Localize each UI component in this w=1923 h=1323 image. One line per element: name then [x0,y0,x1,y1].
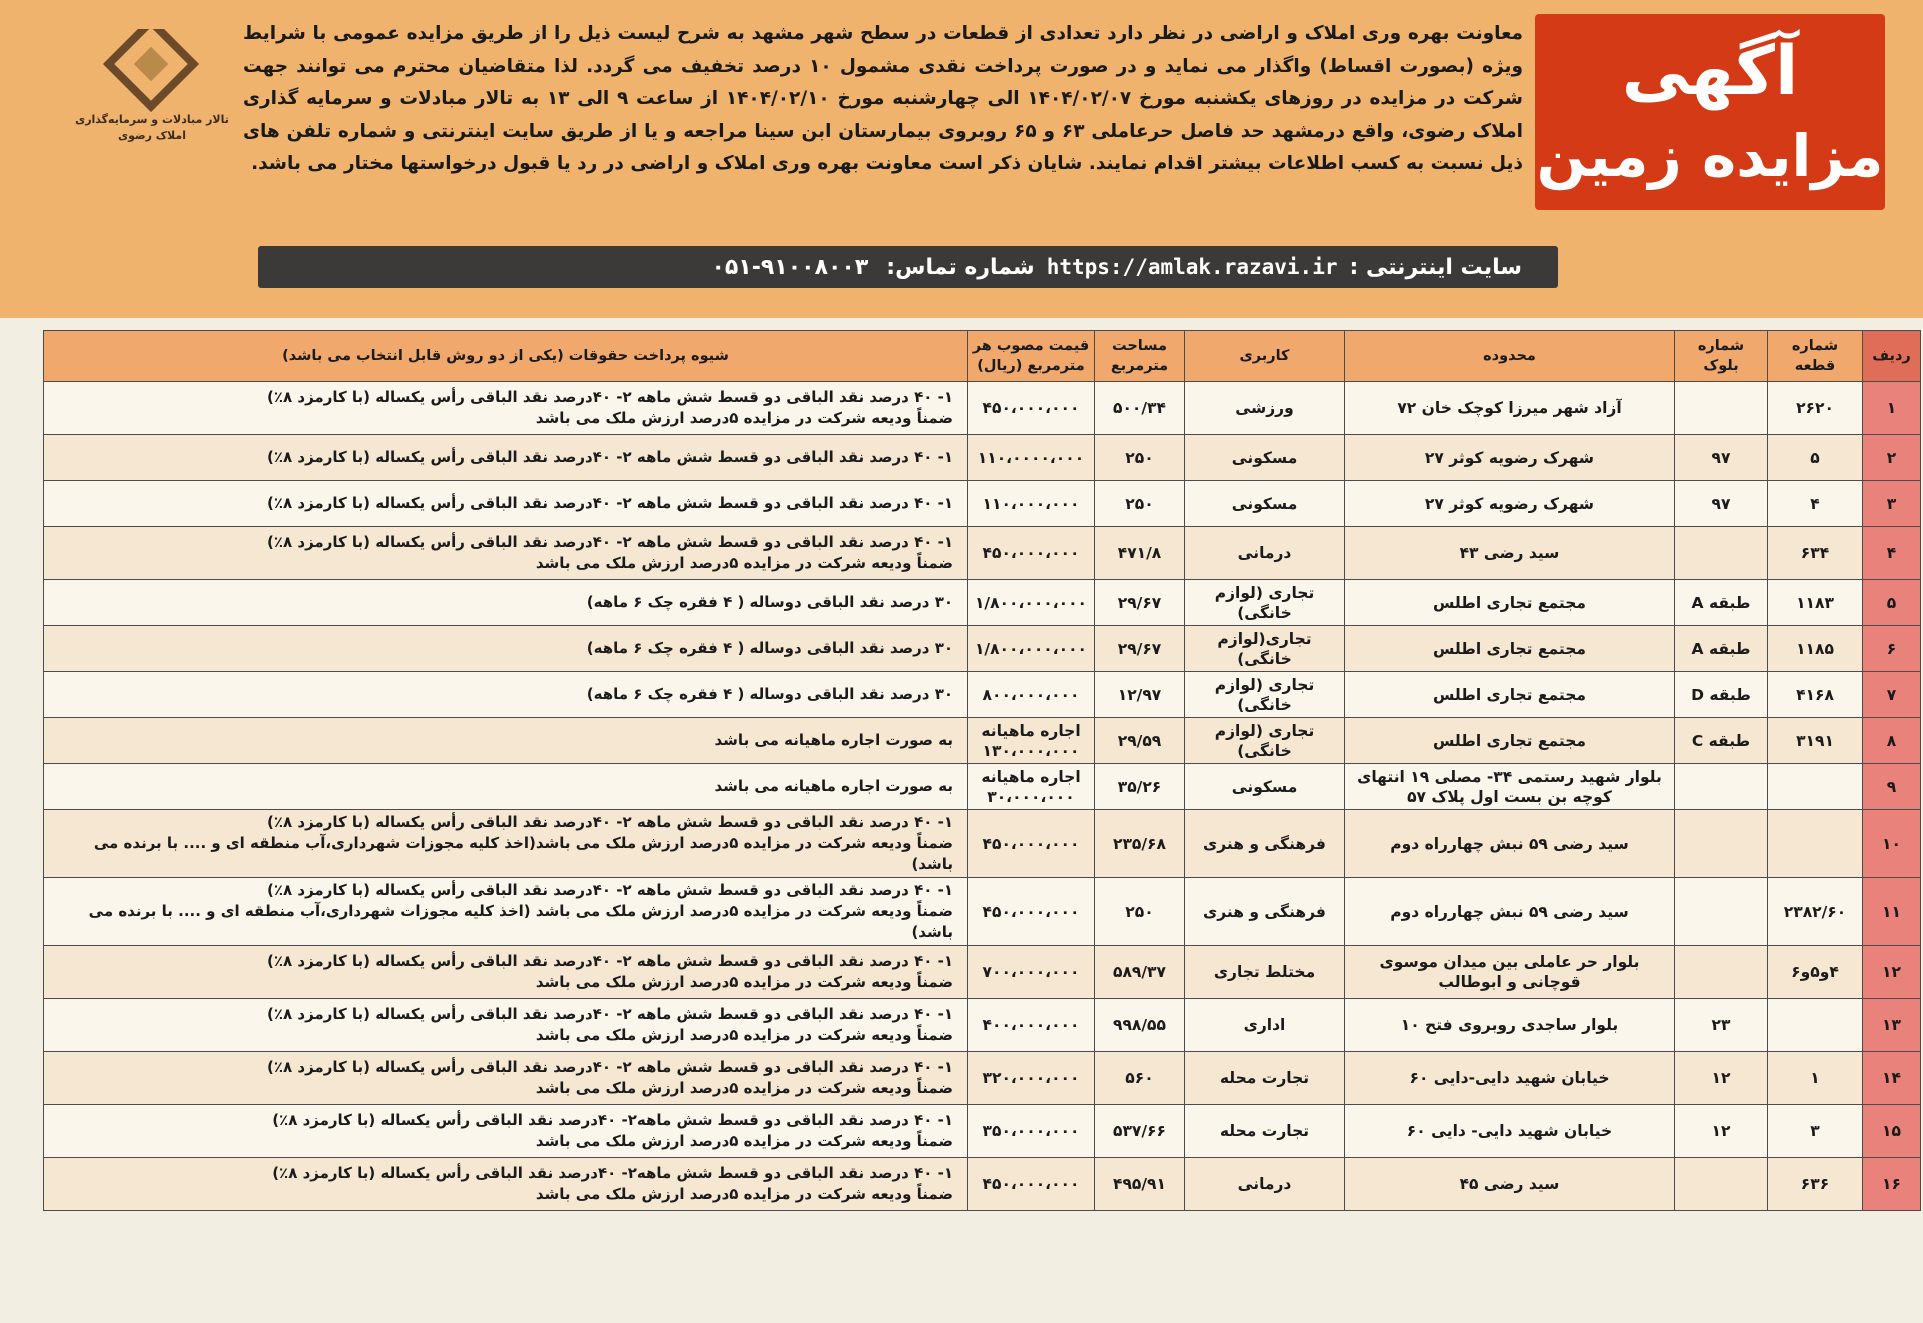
payment-line-2: ضمناً ودیعه شرکت در مزایده ۵درصد ارزش ملک می باشد [535,1185,953,1203]
col-header-parcel: شماره قطعه [1768,331,1863,382]
cell-usage: تجارت محله [1185,1105,1345,1158]
cell-price: اجاره ماهیانه ۱۳۰،۰۰۰،۰۰۰ [968,718,1095,764]
cell-row: ۸ [1863,718,1921,764]
cell-parcel: ۴ [1768,481,1863,527]
table-row [44,672,1921,718]
cell-parcel: ۳۱۹۱ [1768,718,1863,764]
cell-size: ۲۳۵/۶۸ [1095,810,1185,878]
cell-size: ۲۵۰ [1095,481,1185,527]
cell-size: ۵۶۰ [1095,1052,1185,1105]
cell-price: ۳۲۰،۰۰۰،۰۰۰ [968,1052,1095,1105]
payment-line-1: ۳۰ درصد نقد الباقی دوساله ( ۴ فقره چک ۶ ماهه) [586,593,953,611]
col-header-usage: کاربری [1185,331,1345,382]
cell-payment [44,626,968,672]
cell-usage: اداری [1185,999,1345,1052]
cell-area: مجتمع تجاری اطلس [1345,672,1675,718]
cell-size: ۲۵۰ [1095,878,1185,946]
payment-line-1: ۱- ۴۰ درصد نقد الباقی دو قسط شش ماهه ۲- ۴۰درصد نقد الباقی رأس یکساله (با کارمزد ۸٪) [266,1005,953,1023]
table-row [44,718,1921,764]
cell-area: مجتمع تجاری اطلس [1345,718,1675,764]
cell-price: ۴۰۰،۰۰۰،۰۰۰ [968,999,1095,1052]
cell-parcel: ۴و۵و۶ [1768,946,1863,999]
cell-row: ۷ [1863,672,1921,718]
cell-row: ۱ [1863,382,1921,435]
cell-payment [44,1052,968,1105]
cell-parcel: ۱ [1768,1052,1863,1105]
cell-payment [44,382,968,435]
cell-area: مجتمع تجاری اطلس [1345,626,1675,672]
cell-price: ۴۵۰،۰۰۰،۰۰۰ [968,810,1095,878]
payment-line-1: ۱- ۴۰ درصد نقد الباقی دو قسط شش ماهه ۲- ۴۰درصد نقد الباقی رأس یکساله (با کارمزد ۸٪) [266,881,953,899]
payment-line-1: ۱- ۴۰ درصد نقد الباقی دو قسط شش ماهه ۲- ۴۰درصد نقد الباقی رأس یکساله (با کارمزد ۸٪) [266,813,953,831]
auction-table-wrap [43,330,1920,1211]
cell-usage: مختلط تجاری [1185,946,1345,999]
cell-parcel: ۲۶۲۰ [1768,382,1863,435]
cell-payment [44,878,968,946]
contact-bar [258,246,1558,288]
cell-price: ۱۱۰،۰۰۰۰،۰۰۰ [968,435,1095,481]
col-header-block: شماره بلوک [1675,331,1768,382]
cell-size: ۲۹/۶۷ [1095,580,1185,626]
ad-title: آگهی [1621,32,1799,111]
payment-line-1: ۱- ۴۰ درصد نقد الباقی دو قسط شش ماهه ۲- ۴۰درصد نقد الباقی رأس یکساله (با کارمزد ۸٪) [266,952,953,970]
cell-payment [44,672,968,718]
cell-price: ۱۱۰،۰۰۰،۰۰۰ [968,481,1095,527]
table-row [44,1105,1921,1158]
cell-parcel: ۱۱۸۵ [1768,626,1863,672]
table-row [44,626,1921,672]
cell-area: خیابان شهید دایی-دایی ۶۰ [1345,1052,1675,1105]
cell-usage: تجارت محله [1185,1052,1345,1105]
table-row [44,878,1921,946]
cell-row: ۱۳ [1863,999,1921,1052]
cell-block: طبقه D [1675,672,1768,718]
payment-line-2: ضمناً ودیعه شرکت در مزایده ۵درصد ارزش ملک می باشد [535,973,953,991]
cell-row: ۱۶ [1863,1158,1921,1211]
cell-parcel: ۶۳۶ [1768,1158,1863,1211]
cell-row: ۹ [1863,764,1921,810]
cell-size: ۵۸۹/۳۷ [1095,946,1185,999]
cell-usage: ورزشی [1185,382,1345,435]
cell-parcel [1768,810,1863,878]
cell-block: ۲۳ [1675,999,1768,1052]
table-row [44,810,1921,878]
cell-area: مجتمع تجاری اطلس [1345,580,1675,626]
cell-block [1675,810,1768,878]
payment-line-2: ضمناً ودیعه شرکت در مزایده ۵درصد ارزش ملک می باشد(اخذ کلیه مجوزات شهرداری،آب منطقه ای و .... با برنده می باشد) [93,834,953,873]
cell-usage: تجاری (لوازم خانگی) [1185,672,1345,718]
cell-area: شهرک رضویه کوثر ۲۷ [1345,481,1675,527]
cell-price: ۱/۸۰۰،۰۰۰،۰۰۰ [968,626,1095,672]
cell-area: خیابان شهید دایی- دایی ۶۰ [1345,1105,1675,1158]
col-header-price: قیمت مصوب هر مترمربع (ریال) [968,331,1095,382]
cell-area: سید رضی ۵۹ نبش چهارراه دوم [1345,878,1675,946]
auction-table [43,330,1921,1211]
payment-line-1: ۱- ۴۰ درصد نقد الباقی دو قسط شش ماهه۲- ۴۰درصد نقد الباقی رأس یکساله (با کارمزد ۸٪) [272,1111,953,1129]
cell-block: طبقه C [1675,718,1768,764]
col-header-area: محدوده [1345,331,1675,382]
payment-line-1: ۱- ۴۰ درصد نقد الباقی دو قسط شش ماهه۲- ۴۰درصد نقد الباقی رأس یکساله (با کارمزد ۸٪) [272,1164,953,1182]
cell-parcel: ۶۳۴ [1768,527,1863,580]
cell-usage: تجاری (لوازم خانگی) [1185,718,1345,764]
cell-payment [44,1158,968,1211]
cell-parcel [1768,999,1863,1052]
table-row [44,580,1921,626]
col-header-row: ردیف [1863,331,1921,382]
cell-block [1675,1158,1768,1211]
payment-line-1: ۳۰ درصد نقد الباقی دوساله ( ۴ فقره چک ۶ ماهه) [586,639,953,657]
cell-price: ۷۰۰،۰۰۰،۰۰۰ [968,946,1095,999]
payment-line-2: ضمناً ودیعه شرکت در مزایده ۵درصد ارزش ملک می باشد [535,1079,953,1097]
cell-area: سید رضی ۴۵ [1345,1158,1675,1211]
cell-size: ۵۰۰/۳۴ [1095,382,1185,435]
cell-size: ۲۹/۵۹ [1095,718,1185,764]
cell-usage: فرهنگی و هنری [1185,810,1345,878]
cell-block: طبقه A [1675,580,1768,626]
cell-parcel [1768,764,1863,810]
cell-size: ۵۳۷/۶۶ [1095,1105,1185,1158]
cell-row: ۳ [1863,481,1921,527]
cell-price: ۴۵۰،۰۰۰،۰۰۰ [968,1158,1095,1211]
payment-line-2: ضمناً ودیعه شرکت در مزایده ۵درصد ارزش ملک می باشد (اخذ کلیه مجوزات شهرداری،آب منطقه ای و .... با برنده می باشد) [88,902,953,941]
cell-area: شهرک رضویه کوثر ۲۷ [1345,435,1675,481]
payment-line-1: به صورت اجاره ماهیانه می باشد [714,777,953,795]
ad-header [0,0,1923,318]
cell-price: ۱/۸۰۰،۰۰۰،۰۰۰ [968,580,1095,626]
cell-row: ۶ [1863,626,1921,672]
cell-size: ۴۷۱/۸ [1095,527,1185,580]
cell-row: ۱۵ [1863,1105,1921,1158]
cell-parcel: ۳ [1768,1105,1863,1158]
cell-size: ۹۹۸/۵۵ [1095,999,1185,1052]
cell-usage: فرهنگی و هنری [1185,878,1345,946]
cell-block: ۹۷ [1675,435,1768,481]
payment-line-2: ضمناً ودیعه شرکت در مزایده ۵درصد ارزش ملک می باشد [535,409,953,427]
payment-line-2: ضمناً ودیعه شرکت در مزایده ۵درصد ارزش ملک می باشد [535,1026,953,1044]
ad-subtitle: مزایده زمین [1536,122,1884,190]
cell-usage: مسکونی [1185,764,1345,810]
cell-row: ۲ [1863,435,1921,481]
cell-price: ۳۵۰،۰۰۰،۰۰۰ [968,1105,1095,1158]
cell-block [1675,527,1768,580]
cell-row: ۱۴ [1863,1052,1921,1105]
cell-block: ۱۲ [1675,1105,1768,1158]
col-header-size: مساحت مترمربع [1095,331,1185,382]
payment-line-1: ۱- ۴۰ درصد نقد الباقی دو قسط شش ماهه ۲- ۴۰درصد نقد الباقی رأس یکساله (با کارمزد ۸٪) [266,494,953,512]
cell-payment [44,999,968,1052]
col-header-payment: شیوه پرداخت حقوقات (یکی از دو روش قابل انتخاب می باشد) [44,331,968,382]
cell-block: ۱۲ [1675,1052,1768,1105]
site-label: سایت اینترنتی : [1349,254,1522,280]
cell-parcel: ۵ [1768,435,1863,481]
cell-block [1675,946,1768,999]
payment-line-1: ۱- ۴۰ درصد نقد الباقی دو قسط شش ماهه ۲- ۴۰درصد نقد الباقی رأس یکساله (با کارمزد ۸٪) [266,388,953,406]
cell-size: ۲۹/۶۷ [1095,626,1185,672]
cell-payment [44,810,968,878]
payment-line-1: به صورت اجاره ماهیانه می باشد [714,731,953,749]
cell-payment [44,764,968,810]
cell-usage: تجاری(لوازم خانگی) [1185,626,1345,672]
cell-row: ۴ [1863,527,1921,580]
intro-text: معاونت بهره وری املاک و اراضی در نظر دارد تعدادی از قطعات در سطح شهر مشهد به شرح لیست ذیل را از طریق مزایده عمومی با شرایط ویژه (بصورت اقساط) واگذار می نماید و در صورت پرداخت نقدی مشمول ۱۰ درصد تخفیف می گردد. لذا متقاضیان محترم می توانند جهت شرکت در مزایده در روزهای یکشنبه مورخ ۱۴۰۴/۰۲/۰۷ الی چهارشنبه مورخ ۱۴۰۴/۰۲/۱۰ از ساعت ۹ الی ۱۳ به تالار مبادلات و سرمایه گذاری املاک رضوی، واقع درمشهد حد فاصل حرعاملی ۶۳ و ۶۵ روبروی بیمارستان ابن سینا مراجعه و یا از طریق سایت اینترنتی و شماره تلفن های ذیل نسبت به کسب اطلاعات بیشتر اقدام نمایند. شایان ذکر است معاونت بهره وری املاک و اراضی در رد یا قبول درخواستها مختار می باشد. [243,23,1523,174]
cell-area: بلوار ساجدی روبروی فتح ۱۰ [1345,999,1675,1052]
table-body [44,382,1921,1211]
cell-usage: درمانی [1185,527,1345,580]
cell-usage: درمانی [1185,1158,1345,1211]
title-box [1535,14,1885,210]
table-row [44,1052,1921,1105]
cell-size: ۲۵۰ [1095,435,1185,481]
table-row [44,999,1921,1052]
cell-size: ۳۵/۲۶ [1095,764,1185,810]
cell-row: ۵ [1863,580,1921,626]
cell-payment [44,1105,968,1158]
cell-block: ۹۷ [1675,481,1768,527]
table-row [44,946,1921,999]
table-header-row [44,331,1921,382]
cell-block [1675,878,1768,946]
cell-price: ۴۵۰،۰۰۰،۰۰۰ [968,878,1095,946]
table-row [44,1158,1921,1211]
cell-block: طبقه A [1675,626,1768,672]
cell-row: ۱۱ [1863,878,1921,946]
cell-row: ۱۲ [1863,946,1921,999]
cell-usage: مسکونی [1185,435,1345,481]
cell-price: ۴۵۰،۰۰۰،۰۰۰ [968,527,1095,580]
cell-payment [44,580,968,626]
cell-block [1675,382,1768,435]
table-row [44,382,1921,435]
cell-area: بلوار شهید رستمی ۳۴- مصلی ۱۹ انتهای کوچه بن بست اول پلاک ۵۷ [1345,764,1675,810]
table-row [44,764,1921,810]
cell-row: ۱۰ [1863,810,1921,878]
phone-number: ۰۵۱-۹۱۰۰۸۰۰۳ [711,254,869,280]
cell-area: بلوار حر عاملی بین میدان موسوی قوچانی و ابوطالب [1345,946,1675,999]
cell-payment [44,946,968,999]
cell-size: ۱۲/۹۷ [1095,672,1185,718]
cell-parcel: ۱۱۸۳ [1768,580,1863,626]
cell-payment [44,435,968,481]
cell-area: آزاد شهر میرزا کوچک خان ۷۲ [1345,382,1675,435]
site-url-link[interactable]: https://amlak.razavi.ir [1046,255,1338,279]
cell-price: ۴۵۰،۰۰۰،۰۰۰ [968,382,1095,435]
cell-size: ۴۹۵/۹۱ [1095,1158,1185,1211]
payment-line-1: ۱- ۴۰ درصد نقد الباقی دو قسط شش ماهه ۲- ۴۰درصد نقد الباقی رأس یکساله (با کارمزد ۸٪) [266,533,953,551]
cell-usage: مسکونی [1185,481,1345,527]
phone-label: شماره تماس: [886,254,1035,280]
cell-payment [44,718,968,764]
payment-line-2: ضمناً ودیعه شرکت در مزایده ۵درصد ارزش ملک می باشد [535,554,953,572]
payment-line-1: ۳۰ درصد نقد الباقی دوساله ( ۴ فقره چک ۶ ماهه) [586,685,953,703]
cell-area: سید رضی ۵۹ نبش چهارراه دوم [1345,810,1675,878]
cell-usage: تجاری (لوازم خانگی) [1185,580,1345,626]
cell-area: سید رضی ۴۳ [1345,527,1675,580]
payment-line-2: ضمناً ودیعه شرکت در مزایده ۵درصد ارزش ملک می باشد [535,1132,953,1150]
logo-caption: تالار مبادلات و سرمایه‌گذاری املاک رضوی [75,113,229,142]
cell-payment [44,481,968,527]
cell-payment [44,527,968,580]
cell-price: ۸۰۰،۰۰۰،۰۰۰ [968,672,1095,718]
table-row [44,435,1921,481]
payment-line-1: ۱- ۴۰ درصد نقد الباقی دو قسط شش ماهه ۲- ۴۰درصد نقد الباقی رأس یکساله (با کارمزد ۸٪) [266,448,953,466]
table-row [44,481,1921,527]
cell-parcel: ۴۱۶۸ [1768,672,1863,718]
cell-price: اجاره ماهیانه ۳۰،۰۰۰،۰۰۰ [968,764,1095,810]
cell-block [1675,764,1768,810]
cell-parcel: ۲۳۸۲/۶۰ [1768,878,1863,946]
payment-line-1: ۱- ۴۰ درصد نقد الباقی دو قسط شش ماهه ۲- ۴۰درصد نقد الباقی رأس یکساله (با کارمزد ۸٪) [266,1058,953,1076]
table-row [44,527,1921,580]
